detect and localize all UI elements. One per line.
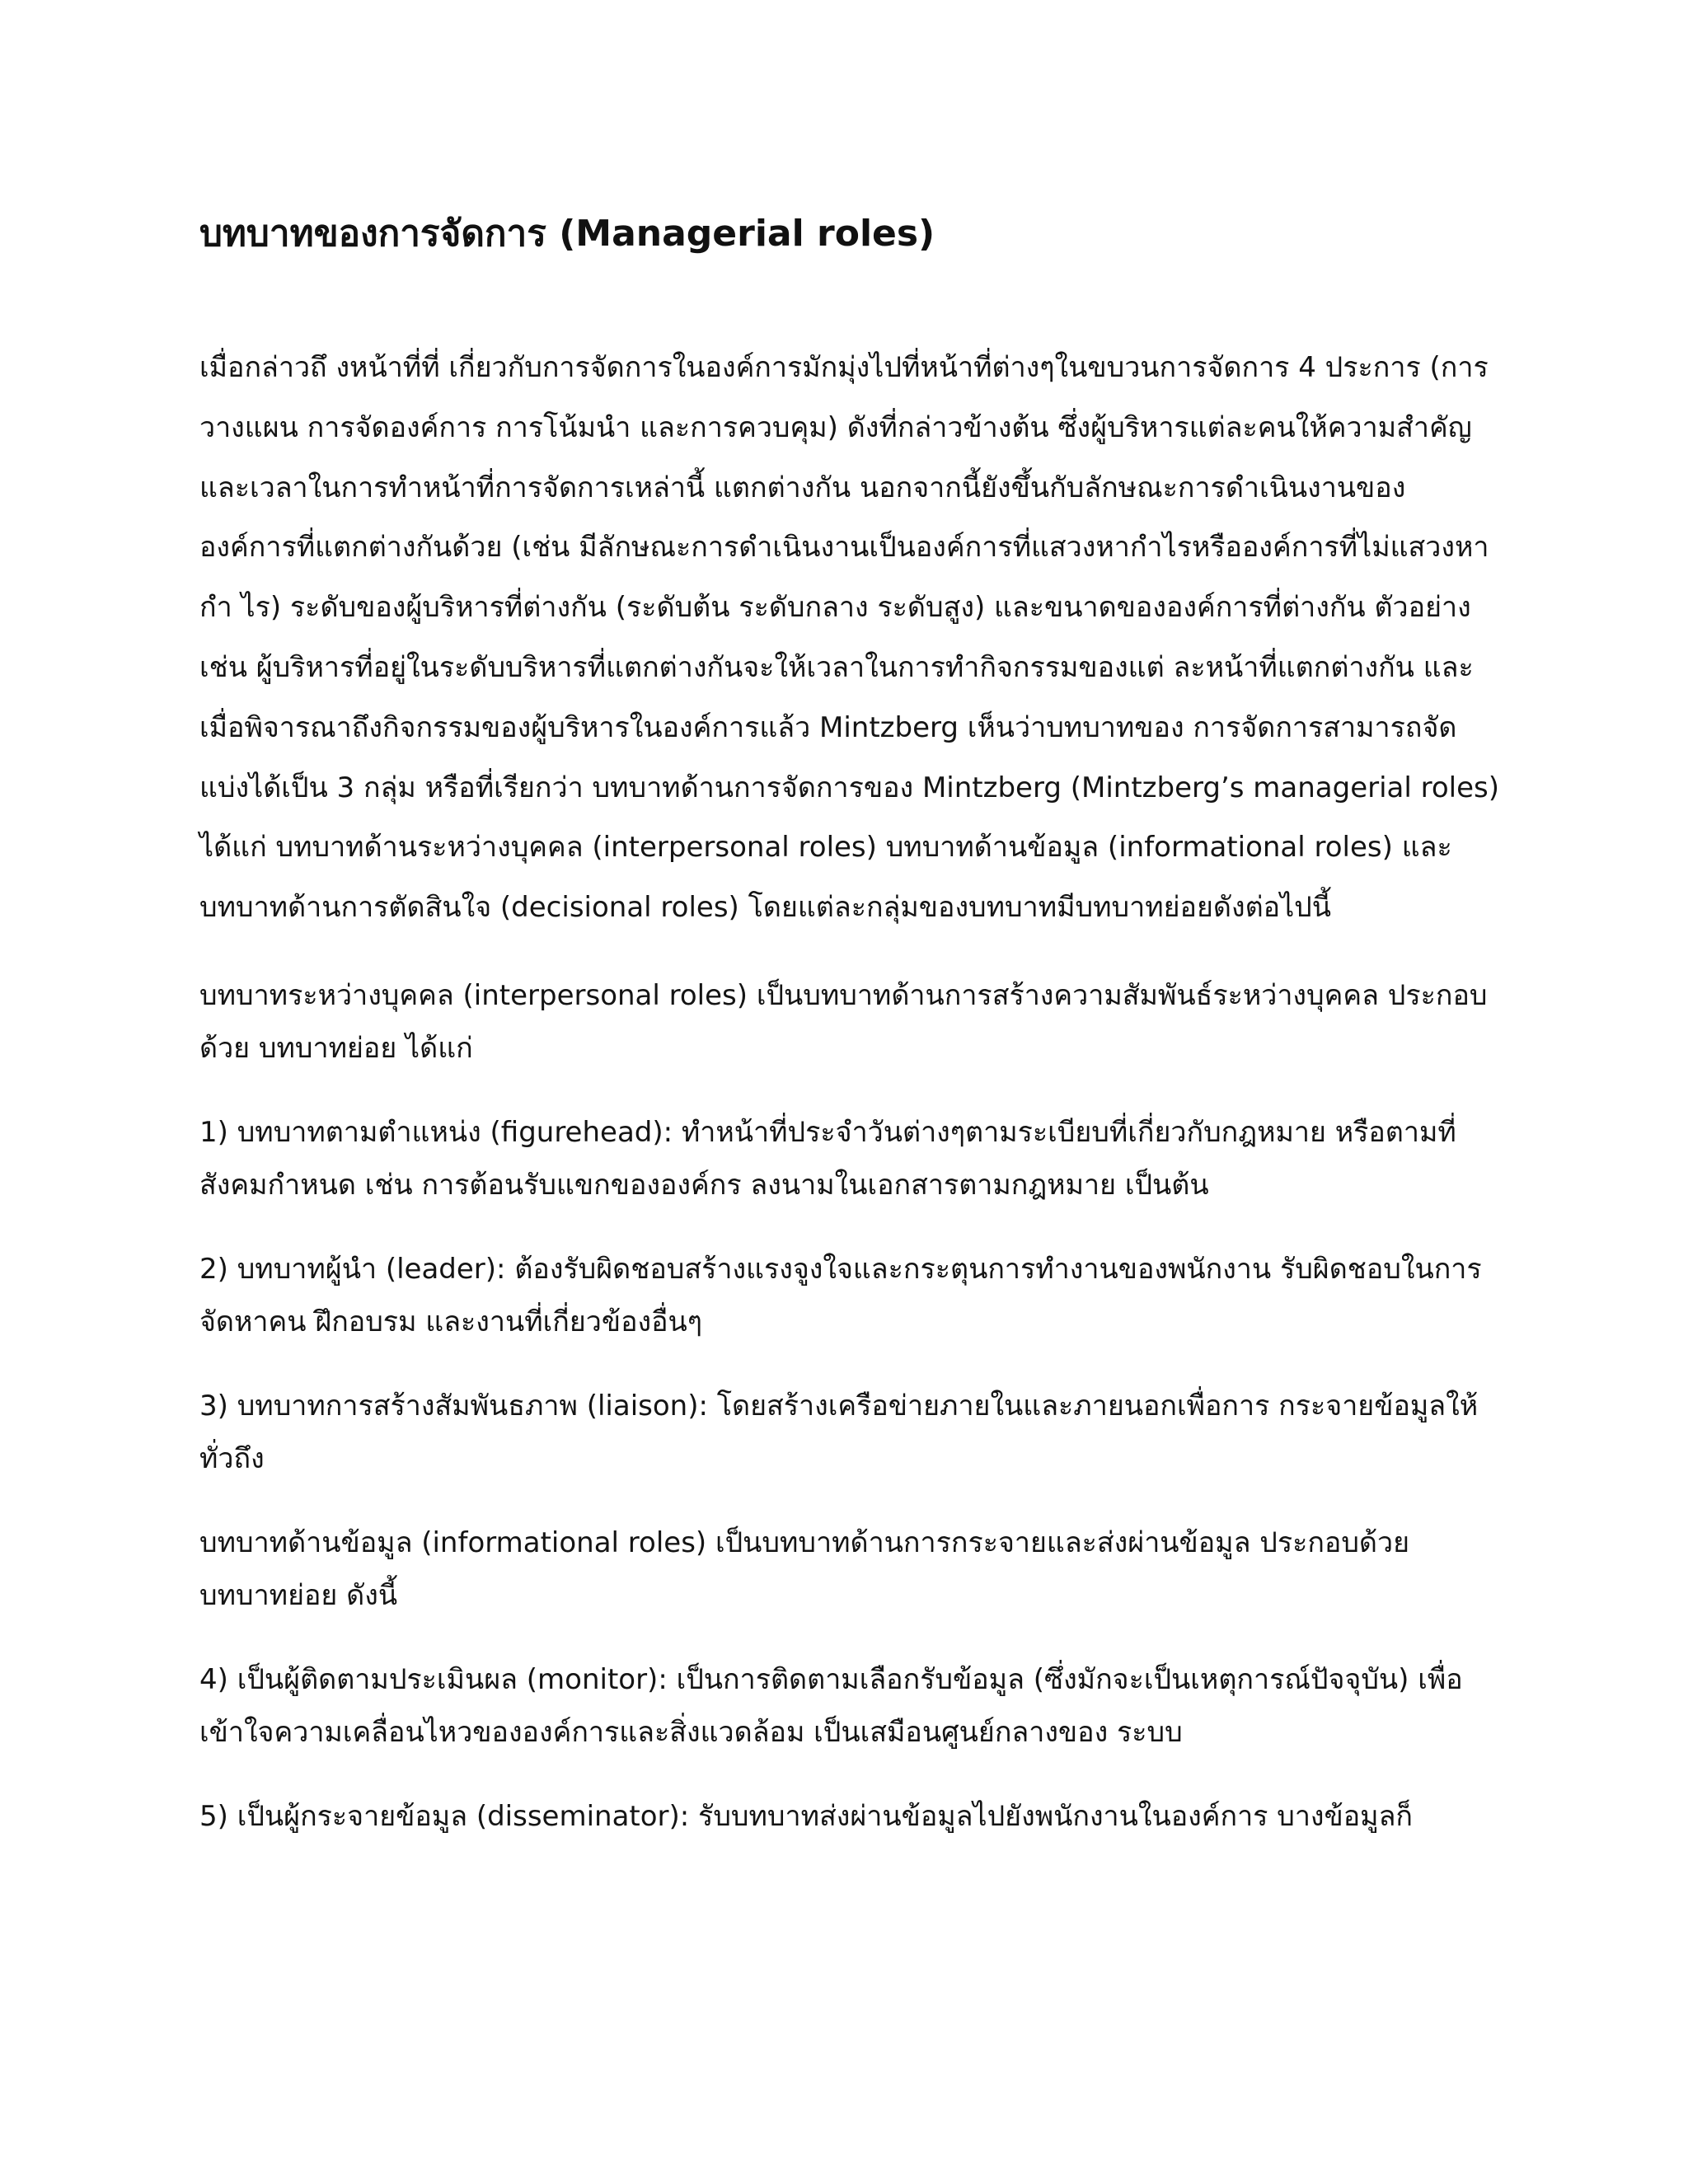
interpersonal-roles-paragraph: บทบาทระหว่างบุคคล (interpersonal roles) เป็นบทบาทด้านการสร้างความสัมพันธ์ระหว่างบุคคล ประกอบด้วย บทบาทย่อย ได้แก่ [199,978,1488,1065]
informational-roles-paragraph: บทบาทด้านข้อมูล (informational roles) เป็นบทบาทด้านการกระจายและส่งผ่านข้อมูล ประกอบด้วย บทบาทย่อย ดังนี้ [199,1526,1410,1612]
intro-paragraph: เมื่อกล่าวถึ งหน้าที่ที่ เกี่ยวกับการจัดการในองค์การมักมุ่งไปที่หน้าที่ต่างๆในขบวนการจัดการ 4 ประการ (การวางแผน การจัดองค์การ การโน้มนำ และการควบคุม) ดังที่กล่าวข้างต้น ซึ่งผู้บริหารแต่ละคนให้ความสำคัญและเวลาในการทำหน้าที่การจัดการเหล่านี้ แตกต่างกัน นอกจากนี้ยังขึ้นกับลักษณะการดำเนินงานขององค์การที่แตกต่างกันด้วย (เช่น มีลักษณะการดำเนินงานเป็นองค์การที่แสวงหากำไรหรือองค์การที่ไม่แสวงหากำ ไร) ระดับของผู้บริหารที่ต่างกัน (ระดับต้น ระดับกลาง ระดับสูง) และขนาดขององค์การที่ต่างกัน ตัวอย่างเช่น ผู้บริหารที่อยู่ในระดับบริหารที่แตกต่างกันจะให้เวลาในการทำกิจกรรมของแต่ ละหน้าที่แตกต่างกัน และเมื่อพิจารณาถึงกิจกรรมของผู้บริหารในองค์การแล้ว Mintzberg เห็นว่าบทบาทของ การจัดการสามารถจัดแบ่งได้เป็น 3 กลุ่ม หรือที่เรียกว่า บทบาทด้านการจัดการของ Mintzberg (Mintzberg’s managerial roles) ได้แก่ บทบาทด้านระหว่างบุคคล (interpersonal roles) บทบาทด้านข้อมูล (informational roles) และบทบาทด้านการตัดสินใจ (decisional roles) โดยแต่ละกลุ่มของบทบาทมีบทบาทย่อยดังต่อไปนี้ [199,351,1500,925]
liaison-role-paragraph: 3) บทบาทการสร้างสัมพันธภาพ (liaison): โดยสร้างเครือข่ายภายในและภายนอกเพื่อการ กระจายข้อมูลให้ทั่วถึง [199,1389,1479,1475]
monitor-role-paragraph: 4) เป็นผู้ติดตามประเมินผล (monitor): เป็นการติดตามเลือกรับข้อมูล (ซึ่งมักจะเป็นเหตุการณ์ปัจจุบัน) เพื่อเข้าใจความเคลื่อนไหวขององค์การและสิ่งแวดล้อม เป็นเสมือนศูนย์กลางของ ระบบ [199,1662,1463,1749]
leader-role-paragraph: 2) บทบาทผู้นำ (leader): ต้องรับผิดชอบสร้างแรงจูงใจและกระตุนการทำงานของพนักงาน รับผิดชอบในการจัดหาคน ฝึกอบรม และงานที่เกี่ยวข้องอื่นๆ [199,1252,1482,1338]
figurehead-role-paragraph: 1) บทบาทตามตำแหน่ง (figurehead): ทำหน้าที่ประจำวันต่างๆตามระเบียบที่เกี่ยวกับกฎหมาย หรือตามที่สังคมกำหนด เช่น การต้อนรับแขกขององค์กร ลงนามในเอกสารตามกฎหมาย เป็นต้น [199,1115,1456,1202]
document-title: บทบาทของการจัดการ (Managerial roles) [199,213,935,255]
disseminator-role-paragraph: 5) เป็นผู้กระจายข้อมูล (disseminator): รับบทบาทส่งผ่านข้อมูลไปยังพนักงานในองค์การ บางข้อมูลก็ [199,1799,1414,1833]
document-body [199,201,1502,1843]
